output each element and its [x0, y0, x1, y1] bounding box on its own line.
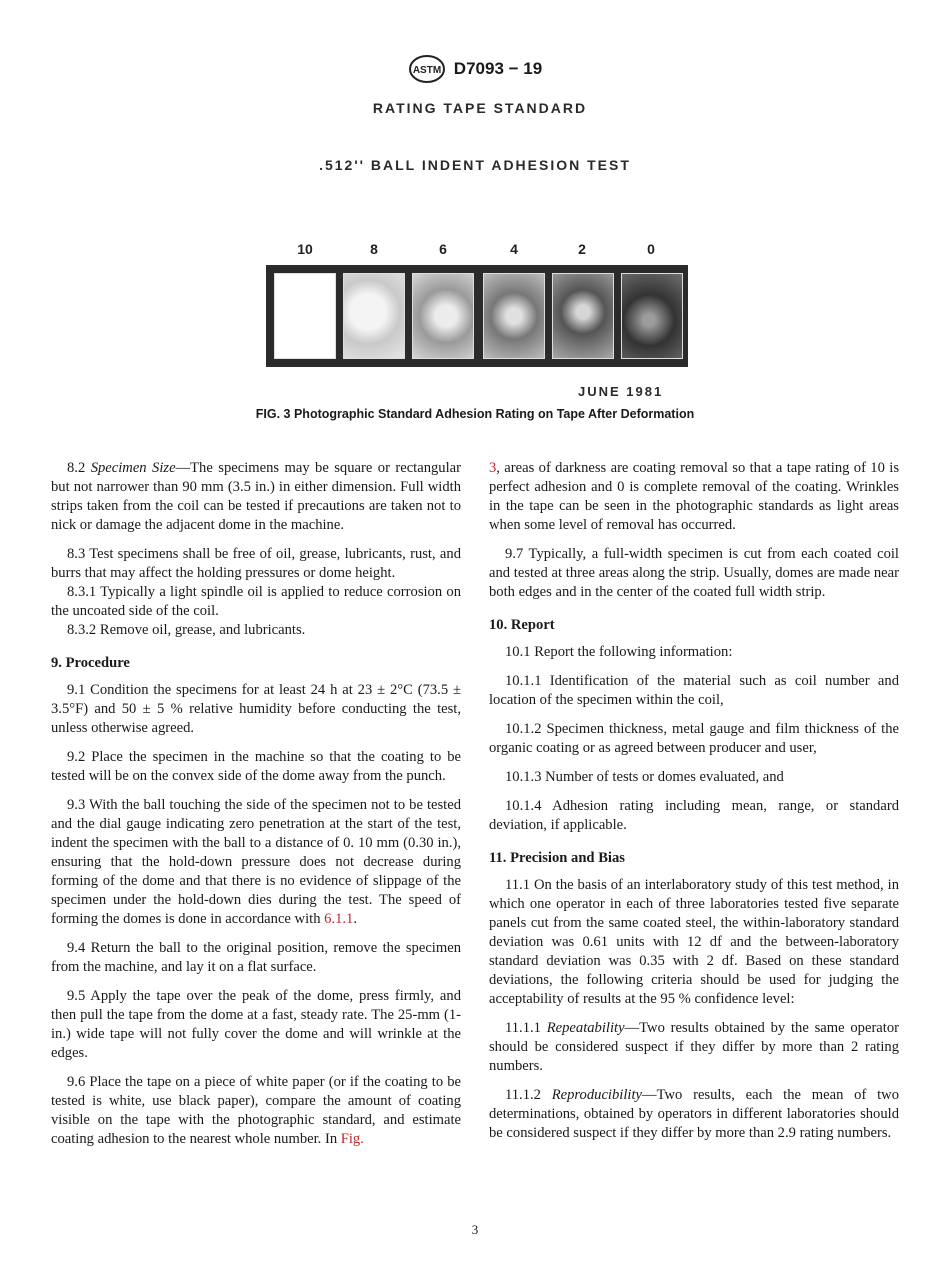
figure-title-line2: .512'' BALL INDENT ADHESION TEST: [319, 157, 631, 173]
left-column: [51, 459, 461, 1159]
figure-title-line1: RATING TAPE STANDARD: [372, 100, 588, 116]
tape-rating-strip: [266, 265, 688, 367]
paragraph-8-2: 8.2 Specimen Size—The specimens may be square or rectangular but not narrower than 90 mm (3.5 in.) in either dimension. Full width strips taken from the coil can be tested if precautions are taken not to nick or damage the adjacent dome in the machine.: [51, 460, 461, 533]
rating-label: 8: [370, 241, 378, 257]
astm-logo-text: ASTM: [412, 65, 441, 76]
paragraph-10-1-1: 10.1.1 Identification of the material such as coil number and location of the specimen within the coil,: [489, 673, 899, 708]
figure-link[interactable]: Fig.: [340, 1131, 364, 1147]
paragraph-9-3: 9.3 With the ball touching the side of the specimen not to be tested and the dial gauge indicating zero penetration at the start of the test, indent the specimen with the ball to a distance of 0. 10 mm (0.30 in.), ensuring that the hold-down pressure does not decrease during forming of the dome and that there is no evidence of slippage of the specimen under the hold-down dies during the test. The speed of forming the domes is done in accordance with 6.1.1.: [51, 797, 461, 927]
figure-3: [250, 95, 700, 405]
section-heading-10: 10. Report: [489, 617, 555, 633]
paragraph-9-6: 9.6 Place the tape on a piece of white paper (or if the coating to be tested is white, use black paper), compare the amount of coating visible on the tape with the photographic standard, and estimate coating adhesion to the nearest whole number. In Fig.: [51, 1074, 461, 1147]
figure-date: JUNE 1981: [578, 384, 664, 399]
tape-sample-8: [343, 273, 405, 359]
paragraph-8-3-2: 8.3.2 Remove oil, grease, and lubricants.: [67, 622, 306, 638]
figure-caption: FIG. 3 Photographic Standard Adhesion Rating on Tape After Deformation: [255, 407, 695, 421]
rating-label: 4: [510, 241, 518, 257]
figure-link[interactable]: 3: [489, 460, 497, 476]
paragraph-10-1-3: 10.1.3 Number of tests or domes evaluated, and: [505, 769, 784, 785]
paragraph-11-1-1: 11.1.1 Repeatability—Two results obtained by the same operator should be considered suspect if they differ by more than 2 rating numbers.: [489, 1020, 899, 1074]
paragraph-9-7: 9.7 Typically, a full-width specimen is cut from each coated coil and tested at three areas along the strip. Usually, domes are made near both edges and in the center of the coated full width strip.: [489, 546, 899, 600]
section-heading-9: 9. Procedure: [51, 655, 130, 671]
page-header: [0, 54, 950, 84]
rating-label: 0: [647, 241, 655, 257]
paragraph-10-1-4: 10.1.4 Adhesion rating including mean, range, or standard deviation, if applicable.: [489, 798, 899, 833]
paragraph-8-3: 8.3 Test specimens shall be free of oil, grease, lubricants, rust, and burrs that may affect the holding pressures or dome height.: [51, 546, 461, 581]
paragraph-11-1: 11.1 On the basis of an interlaboratory study of this test method, in which one operator in each of three laboratories tested five separate panels cut from the same coated steel, the within-laboratory standard deviation was 0.61 units with 12 df and the between-laboratory standard deviation was 0.35 with 2 df. Based on these standard deviations, the following criteria should be used for judging the acceptability of results at the 95 % confidence level:: [489, 877, 899, 1007]
rating-label: 6: [439, 241, 447, 257]
tape-sample-6: [412, 273, 474, 359]
paragraph-8-3-1: 8.3.1 Typically a light spindle oil is applied to reduce corrosion on the uncoated side of the coil.: [51, 584, 461, 619]
rating-label: 2: [578, 241, 586, 257]
rating-label: 10: [297, 241, 313, 257]
paragraph-9-5: 9.5 Apply the tape over the peak of the dome, press firmly, and then pull the tape from the dome at a fast, steady rate. The 25-mm (1-in.) wide tape will not fully cover the dome and will wrinkle at the edges.: [51, 988, 461, 1061]
paragraph-10-1: 10.1 Report the following information:: [505, 644, 733, 660]
paragraph-9-6-continued: 3, areas of darkness are coating removal so that a tape rating of 10 is perfect adhesion and 0 is complete removal of the coating. Wrinkles in the tape can be seen in the photographic standards as light areas when some level of removal has occurred.: [489, 460, 899, 533]
tape-sample-0: [621, 273, 683, 359]
rating-numbers: [266, 241, 688, 261]
tape-sample-4: [483, 273, 545, 359]
paragraph-9-1: 9.1 Condition the specimens for at least 24 h at 23 ± 2°C (73.5 ± 3.5°F) and 50 ± 5 % relative humidity before conducting the test, unless otherwise agreed.: [51, 682, 461, 736]
paragraph-10-1-2: 10.1.2 Specimen thickness, metal gauge and film thickness of the organic coating or as agreed between producer and user,: [489, 721, 899, 756]
paragraph-11-1-2: 11.1.2 Reproducibility—Two results, each the mean of two determinations, obtained by operators in different laboratories should be considered suspect if they differ by more than 2.9 rating numbers.: [489, 1087, 899, 1141]
section-link-6-1-1[interactable]: 6.1.1: [324, 911, 354, 927]
right-column: [489, 459, 899, 1153]
page-number: 3: [471, 1222, 479, 1237]
tape-sample-10: [274, 273, 336, 359]
paragraph-9-2: 9.2 Place the specimen in the machine so that the coating to be tested will be on the convex side of the dome away from the punch.: [51, 749, 461, 784]
tape-sample-2: [552, 273, 614, 359]
standard-designation: D7093 − 19: [453, 59, 543, 78]
astm-logo: [408, 54, 446, 84]
paragraph-9-4: 9.4 Return the ball to the original position, remove the specimen from the machine, and lay it on a flat surface.: [51, 940, 461, 975]
section-heading-11: 11. Precision and Bias: [489, 850, 625, 866]
